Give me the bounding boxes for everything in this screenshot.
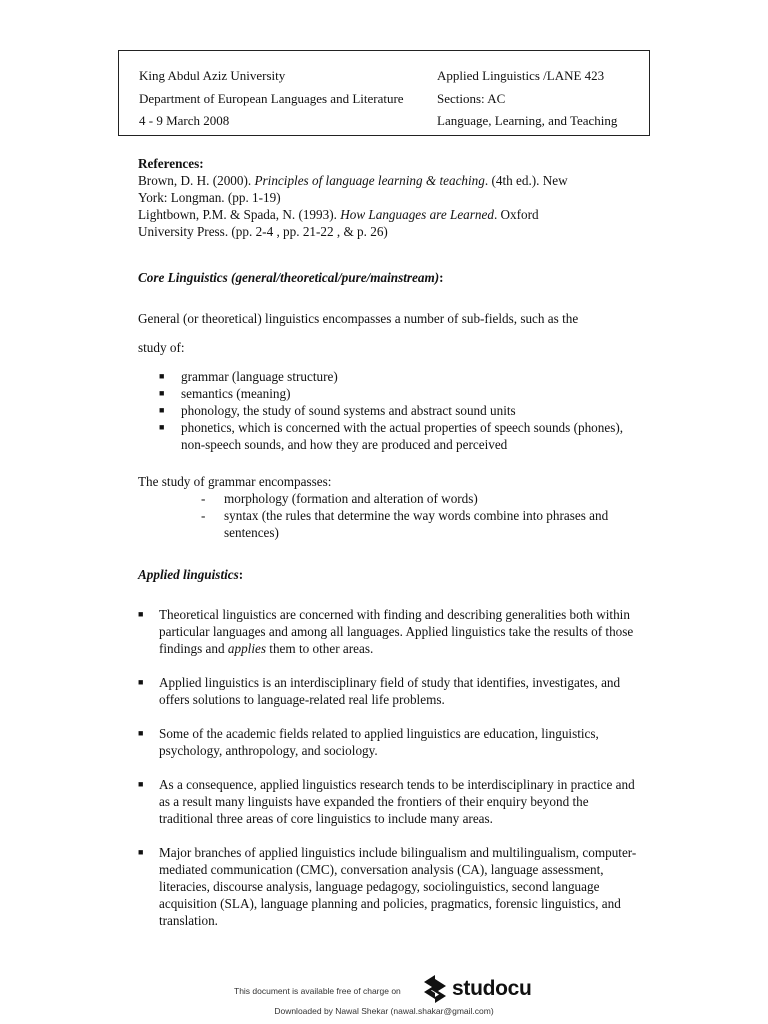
header-box	[118, 50, 650, 136]
core-intro-line: General (or theoretical) linguistics encompasses a number of sub-fields, such as the	[138, 311, 579, 326]
studocu-brand-text: studocu	[452, 977, 532, 1000]
list-item-text: grammar (language structure)	[181, 369, 338, 384]
header-left-column	[139, 65, 404, 133]
list-item-text: Theoretical linguistics are concerned with finding and describing generalities both within particular languages and among all languages. Applied linguistics take the results of those findings and	[159, 607, 634, 656]
header-right-column	[437, 65, 617, 133]
reference-author: Brown, D. H. (2000).	[138, 173, 255, 188]
university-name: King Abdul Aziz University	[139, 68, 286, 83]
list-item-text: morphology (formation and alteration of words)	[224, 491, 478, 506]
applied-linguistics-list	[138, 606, 638, 929]
grammar-list	[138, 490, 638, 541]
applied-linguistics-heading	[138, 566, 638, 583]
reference-publisher: York: Longman. (pp. 1-19)	[138, 190, 281, 205]
square-bullet-icon: ■	[159, 405, 165, 415]
list-item	[138, 606, 638, 657]
list-item	[138, 402, 638, 419]
list-item	[138, 725, 638, 759]
downloaded-by-notice: Downloaded by Nawal Shekar (nawal.shakar@gmail.com)	[274, 1006, 494, 1016]
subfields-list	[138, 368, 638, 453]
dash-bullet-icon: -	[201, 491, 206, 506]
list-item	[138, 507, 638, 541]
studocu-footer	[0, 968, 768, 1024]
list-item	[138, 674, 638, 708]
reference-details: . (4th ed.). New	[484, 173, 568, 188]
core-intro-line: study of:	[138, 340, 185, 355]
core-intro-paragraph	[138, 304, 638, 362]
list-item	[138, 776, 638, 827]
list-item	[138, 385, 638, 402]
reference-details: . Oxford	[493, 207, 539, 222]
list-item-text: phonology, the study of sound systems and abstract sound units	[181, 403, 516, 418]
core-linguistics-heading	[138, 269, 638, 286]
course-title: Applied Linguistics /LANE 423	[437, 68, 605, 83]
emphasis-text: applies	[227, 641, 266, 656]
list-item-text: semantics (meaning)	[181, 386, 291, 401]
square-bullet-icon: ■	[138, 728, 144, 738]
reference-book-title: How Languages are Learned	[340, 207, 494, 222]
department-name: Department of European Languages and Literature	[139, 90, 404, 106]
list-item	[138, 368, 638, 385]
applied-heading-text: Applied linguistics	[138, 567, 239, 582]
square-bullet-icon: ■	[159, 422, 165, 432]
list-item	[138, 844, 638, 929]
reference-book-title: Principles of language learning & teaching	[254, 173, 485, 188]
studocu-logo-icon	[420, 973, 450, 1005]
list-item-text: syntax (the rules that determine the way words combine into phrases and sentences)	[224, 508, 609, 540]
sections-label: Sections: AC	[437, 90, 506, 106]
list-item-text: them to other areas.	[265, 641, 374, 656]
applied-heading-colon: :	[238, 567, 244, 582]
square-bullet-icon: ■	[138, 779, 144, 789]
course-topic: Language, Learning, and Teaching	[437, 113, 618, 128]
date-range: 4 - 9 March 2008	[139, 113, 230, 128]
availability-notice: This document is available free of charge on	[234, 986, 401, 996]
core-heading-text: Core Linguistics (general/theoretical/pure/mainstream)	[138, 270, 440, 285]
reference-publisher: University Press. (pp. 2-4 , pp. 21-22 , & p. 26)	[138, 224, 388, 239]
list-item	[138, 490, 638, 507]
square-bullet-icon: ■	[138, 847, 144, 857]
list-item-text: Major branches of applied linguistics include bilingualism and multilingualism, computer-mediated communication (CMC), conversation analysis (CA), language assessment, literacies, discourse analysis, language pedagogy, sociolinguistics, second language acquisition (SLA), language planning and policies, pragmatics, forensic linguistics, and translation.	[159, 845, 637, 928]
reference-author: Lightbown, P.M. & Spada, N. (1993).	[138, 207, 341, 222]
reference-entry	[138, 172, 638, 206]
square-bullet-icon: ■	[159, 388, 165, 398]
dash-bullet-icon: -	[201, 508, 206, 523]
square-bullet-icon: ■	[138, 677, 144, 687]
list-item	[138, 419, 638, 453]
list-item-text: Applied linguistics is an interdisciplinary field of study that identifies, investigates, and offers solutions to language-related real life problems.	[159, 675, 621, 707]
reference-entry	[138, 206, 638, 240]
square-bullet-icon: ■	[138, 609, 144, 619]
grammar-intro: The study of grammar encompasses:	[138, 474, 332, 489]
document-body	[138, 155, 638, 946]
list-item-text: Some of the academic fields related to applied linguistics are education, linguistics, psychology, anthropology, and sociology.	[159, 726, 599, 758]
core-heading-colon: :	[439, 270, 444, 285]
list-item-text: phonetics, which is concerned with the actual properties of speech sounds (phones), non-speech sounds, and how they are produced and perceived	[181, 420, 624, 452]
list-item-text: As a consequence, applied linguistics research tends to be interdisciplinary in practice and as a result many linguists have expanded the frontiers of their enquiry beyond the traditional three areas of core linguistics to include many areas.	[159, 777, 635, 826]
square-bullet-icon: ■	[159, 371, 165, 381]
references-heading: References:	[138, 156, 204, 171]
